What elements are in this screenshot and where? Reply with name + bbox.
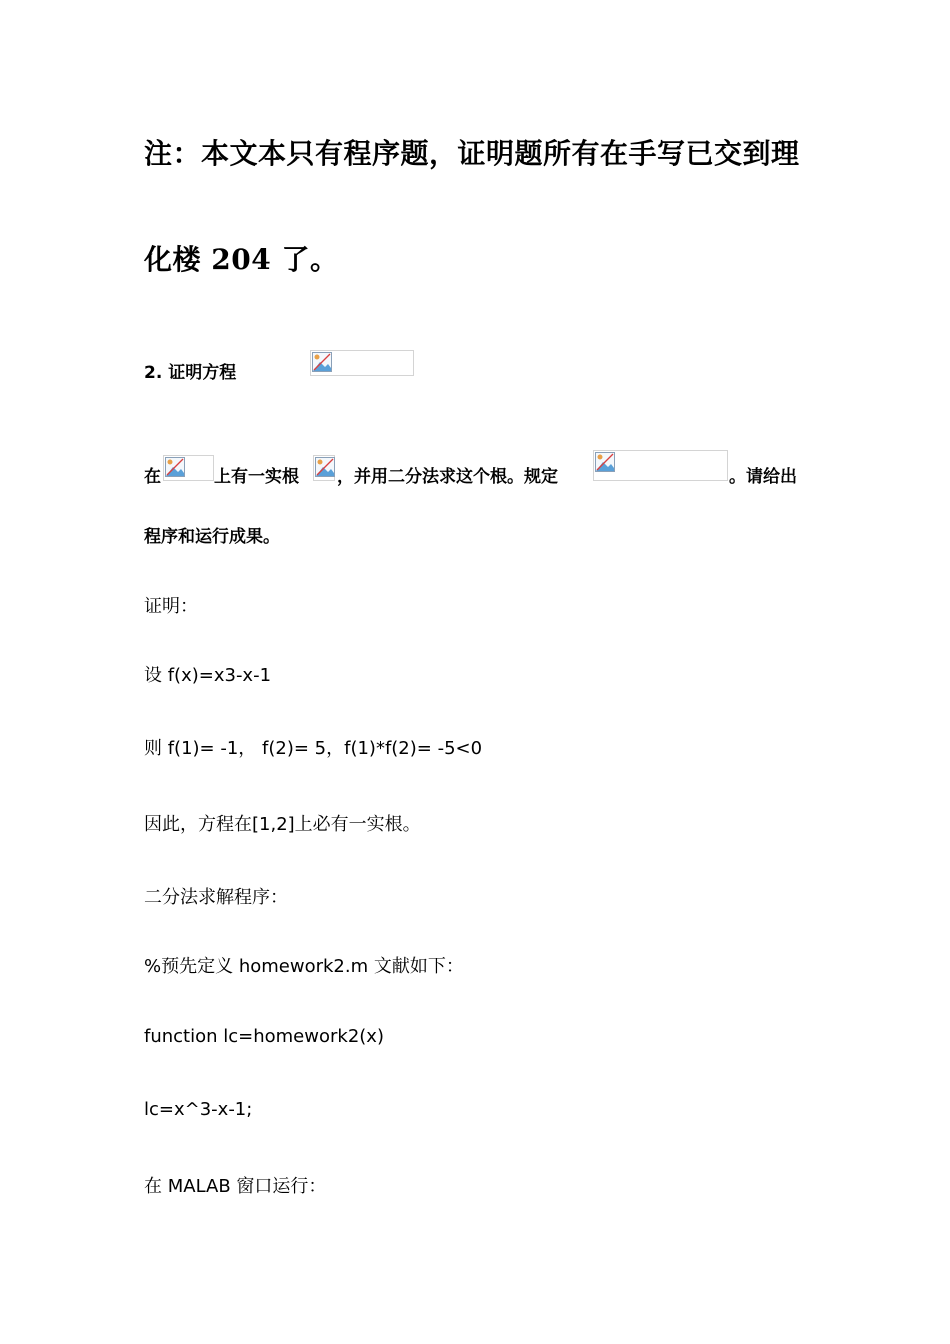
precision-image xyxy=(593,450,728,481)
equation-image xyxy=(310,350,414,376)
note-line-2: 化楼 204 了。 xyxy=(144,243,339,276)
body-line: lc=x^3-x-1; xyxy=(144,1099,253,1120)
interval-image xyxy=(163,455,214,481)
broken-image-icon xyxy=(312,352,332,372)
body-line: 则 f(1)= -1， f(2)= 5，f(1)*f(2)= -5<0 xyxy=(144,738,483,759)
body-line: 二分法求解程序： xyxy=(144,887,288,908)
broken-image-icon xyxy=(595,452,615,472)
body-line: 设 f(x)=x3-x-1 xyxy=(144,665,272,686)
question-title: 2. 证明方程 xyxy=(144,363,237,383)
root-image xyxy=(313,455,335,481)
question-line-2: 程序和运行成果。 xyxy=(144,527,280,547)
body-line: 证明： xyxy=(144,596,198,617)
body-line: %预先定义 homework2.m 文献如下： xyxy=(144,956,464,977)
row-text-1: 在 xyxy=(144,467,161,487)
row-text-3: ，并用二分法求这个根。规定 xyxy=(337,467,558,487)
note-line-1: 注：本文本只有程序题，证明题所有在手写已交到理 xyxy=(144,137,800,170)
body-line: 因此，方程在[1,2]上必有一实根。 xyxy=(144,814,421,835)
body-line: function lc=homework2(x) xyxy=(144,1026,384,1047)
row-text-2: 上有一实根 xyxy=(214,467,299,487)
broken-image-icon xyxy=(315,457,335,477)
body-line: 在 MALAB 窗口运行： xyxy=(144,1176,327,1197)
broken-image-icon xyxy=(165,457,185,477)
row-text-4: 。请给出 xyxy=(729,467,797,487)
